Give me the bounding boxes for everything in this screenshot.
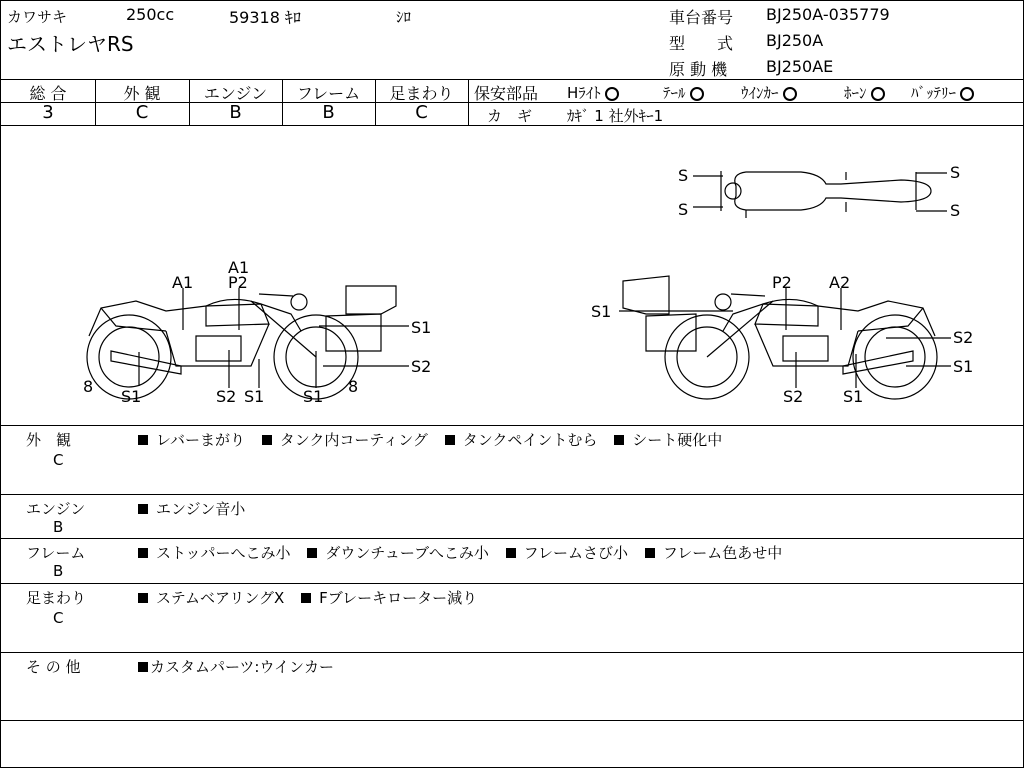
displacement: 250cc — [126, 5, 175, 24]
detail-item: ストッパーへこみ小 — [156, 544, 291, 562]
detail-label-other: そ の 他 — [26, 658, 81, 676]
detail-item: レバーまがり — [156, 431, 245, 449]
detail-grade-frame: B — [53, 562, 64, 580]
divider — [1, 79, 1023, 80]
divider — [1, 538, 1023, 539]
diagram-label: S2 — [783, 387, 804, 406]
divider — [1, 652, 1023, 653]
key-value: ｶｷﾞ 1 社外ｷｰ1 — [567, 107, 664, 125]
detail-label-frame: フレーム — [26, 544, 86, 562]
diagram-label: S1 — [303, 387, 324, 406]
safety-item-horn: ﾎｰﾝ — [844, 82, 885, 103]
ok-mark-icon — [690, 87, 704, 101]
divider — [1, 720, 1023, 721]
grade-value-suspension: C — [415, 102, 428, 123]
grade-label-engine: エンジン — [203, 84, 268, 103]
safety-item-headlight: Hﾗｲﾄ — [567, 82, 619, 103]
detail-grade-suspension: C — [53, 609, 64, 627]
ok-mark-icon — [871, 87, 885, 101]
bullet-square-icon — [138, 435, 148, 445]
diagram-label: S1 — [591, 302, 612, 321]
mileage: 59318 ｷﾛ — [229, 8, 301, 27]
grade-value-engine: B — [229, 102, 242, 123]
detail-item: ステムベアリングX — [156, 589, 285, 607]
bullet-square-icon — [645, 548, 655, 558]
type-value: BJ250A — [766, 31, 824, 50]
diagram-label: S2 — [216, 387, 237, 406]
ok-mark-icon — [605, 87, 619, 101]
bullet-square-icon — [301, 593, 311, 603]
grade-label-exterior: 外 観 — [123, 84, 161, 103]
bullet-square-icon — [614, 435, 624, 445]
diagram-label: A1 — [172, 273, 194, 292]
engine-label: 原 動 機 — [669, 60, 728, 79]
detail-items-other — [138, 656, 346, 677]
diagram-label: 8 — [83, 377, 94, 396]
grade-value-exterior: C — [135, 102, 149, 123]
motorcycle-diagram — [1, 126, 1023, 424]
diagram-label: S2 — [411, 357, 432, 376]
detail-item: フレームさび小 — [523, 544, 629, 562]
diagram-label: P2 — [228, 273, 248, 292]
detail-item: カスタムパーツ:ウインカー — [150, 658, 335, 676]
engine-value: BJ250AE — [766, 57, 834, 76]
grade-label-suspension: 足まわり — [389, 84, 454, 103]
color: ｼﾛ — [396, 8, 412, 26]
divider — [468, 79, 469, 125]
model-name: エストレヤRS — [7, 32, 134, 56]
detail-item: シート硬化中 — [632, 431, 723, 449]
safety-item-winker: ｳｲﾝｶｰ — [741, 82, 797, 103]
bullet-square-icon — [506, 548, 516, 558]
diagram-label: S — [678, 200, 689, 219]
detail-item: エンジン音小 — [156, 500, 246, 518]
detail-item: ダウンチューブへこみ小 — [325, 544, 489, 562]
divider — [1, 494, 1023, 495]
bullet-square-icon — [445, 435, 455, 445]
bullet-square-icon — [138, 593, 148, 603]
grade-value-overall: 3 — [42, 102, 54, 123]
maker: カワサキ — [7, 8, 68, 26]
bullet-square-icon — [262, 435, 272, 445]
divider — [1, 425, 1023, 426]
detail-items-frame — [138, 542, 794, 563]
diagram-label: P2 — [772, 273, 792, 292]
grade-label-overall: 総 合 — [29, 84, 67, 103]
frame-no: BJ250A-035779 — [766, 5, 890, 24]
detail-item: フレーム色あせ中 — [662, 544, 783, 562]
detail-items-exterior — [138, 429, 734, 450]
grade-value-frame: B — [322, 102, 335, 123]
detail-grade-exterior: C — [53, 451, 64, 469]
safety-item-tail: ﾃｰﾙ — [663, 82, 704, 103]
safety-label: 保安部品 — [474, 84, 539, 103]
detail-item: タンクペイントむら — [462, 431, 598, 449]
diagram-label: A1 — [228, 258, 250, 277]
diagram-label: S — [950, 163, 961, 182]
detail-label-engine: エンジン — [26, 500, 86, 518]
diagram-label: 8 — [348, 377, 359, 396]
bullet-square-icon — [138, 504, 148, 514]
diagram-label: S2 — [953, 328, 974, 347]
diagram-label: S1 — [121, 387, 142, 406]
detail-items-engine — [138, 498, 257, 519]
diagram-label: S — [678, 166, 689, 185]
detail-grade-engine: B — [53, 518, 64, 536]
diagram-label: S1 — [411, 318, 432, 337]
diagram-label: S1 — [953, 357, 974, 376]
detail-item: Fブレーキローター減り — [319, 589, 478, 607]
safety-item-battery: ﾊﾞｯﾃﾘｰ — [911, 82, 974, 103]
type-label: 型 式 — [669, 34, 734, 53]
bullet-square-icon — [307, 548, 317, 558]
diagram-label: S — [950, 201, 961, 220]
detail-items-suspension — [138, 587, 489, 608]
grade-label-frame: フレーム — [296, 84, 361, 103]
detail-label-suspension: 足まわり — [26, 589, 87, 607]
key-label: カ ギ — [487, 107, 533, 125]
diagram-label: S1 — [244, 387, 265, 406]
bullet-square-icon — [138, 662, 148, 672]
ok-mark-icon — [960, 87, 974, 101]
divider — [1, 583, 1023, 584]
top-view-icon — [721, 171, 931, 218]
diagram-label: A2 — [829, 273, 851, 292]
ok-mark-icon — [783, 87, 797, 101]
frame-no-label: 車台番号 — [669, 8, 734, 27]
detail-item: タンク内コーティング — [279, 431, 428, 449]
bullet-square-icon — [138, 548, 148, 558]
detail-label-exterior: 外 観 — [26, 431, 72, 449]
diagram-label: S1 — [843, 387, 864, 406]
